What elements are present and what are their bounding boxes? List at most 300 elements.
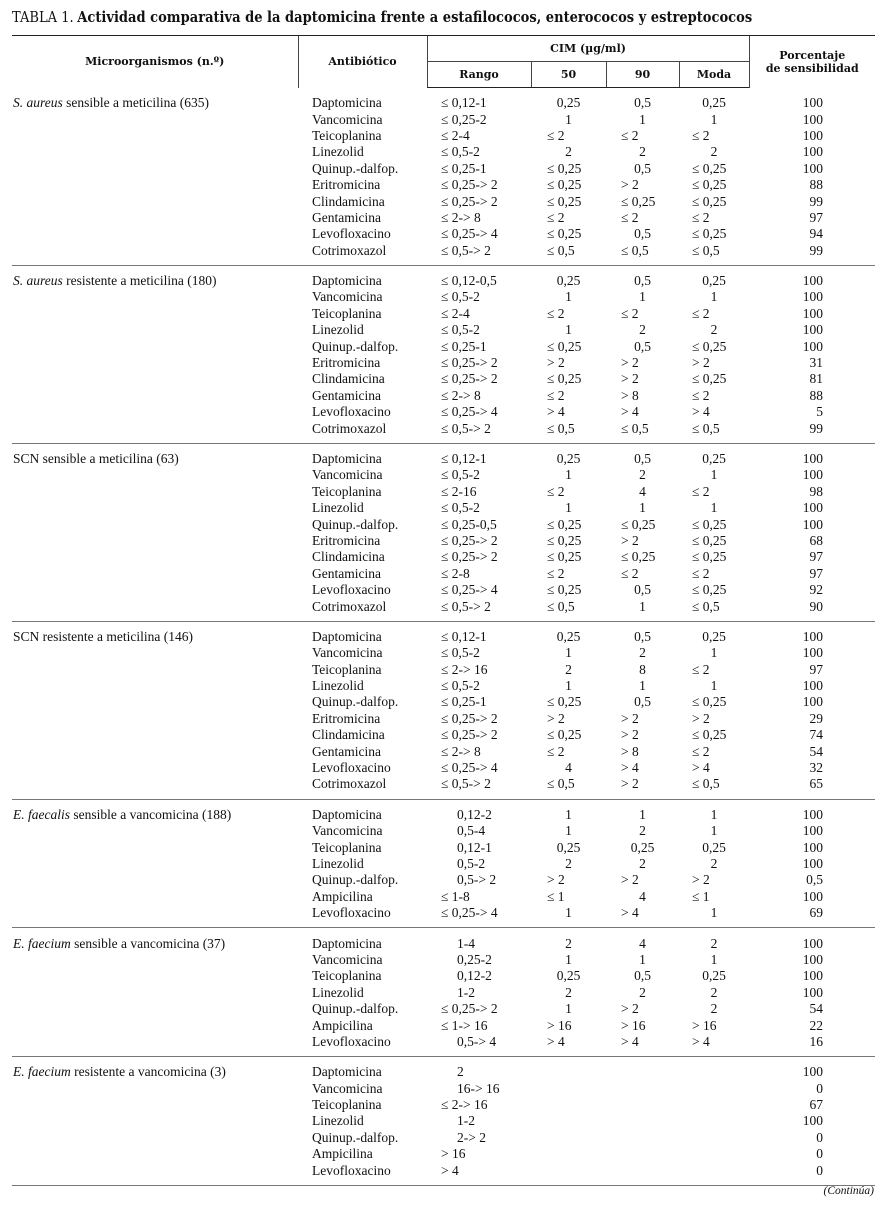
range-cell: ≤ 0,12-0,5 [441, 273, 497, 289]
organism-cell-empty [12, 823, 298, 839]
organism-cell-empty [12, 760, 298, 776]
range-cell: ≤ 1-> 16 [441, 1017, 488, 1033]
percentage-cell: 100 [802, 1113, 824, 1129]
cim50-cell: ≤ 0,25 [547, 694, 582, 710]
cim90-cell [606, 1162, 679, 1185]
antibiotic-cell: Eritromicina [312, 355, 381, 371]
table-row [12, 265, 875, 289]
organism-description: sensible a vancomicina (188) [70, 806, 232, 822]
percentage-cell: 98 [809, 483, 824, 499]
cim90-cell: 1 [639, 111, 646, 127]
organism-cell-empty [12, 1162, 298, 1185]
table-row [12, 743, 875, 759]
mode-cell [679, 1097, 749, 1113]
percentage-cell: 16 [749, 1034, 875, 1057]
table-row [12, 694, 875, 710]
percentage-cell: 29 [809, 710, 824, 726]
antibiotic-cell: Daptomicina [312, 94, 382, 110]
mode-cell: 1 [710, 289, 718, 305]
organism-label [12, 443, 298, 467]
mode-cell: ≤ 0,25 [692, 727, 727, 743]
mode-cell [679, 1113, 749, 1129]
antibiotic-cell: Vancomicina [312, 951, 383, 967]
range-cell: ≤ 0,25-> 4 [441, 760, 498, 776]
range-cell: 0,12-2 [457, 968, 492, 984]
cim50-cell: ≤ 0,25 [547, 371, 582, 387]
percentage-cell: 100 [802, 467, 824, 483]
antibiotic-cell: Gentamicina [312, 743, 381, 759]
antibiotic-cell: Vancomicina [312, 111, 383, 127]
table-row [12, 306, 875, 322]
organism-description: resistente a meticilina (180) [62, 273, 217, 289]
cim50-cell: ≤ 0,25 [547, 532, 582, 548]
table-row [12, 420, 875, 443]
mode-cell: ≤ 0,5 [679, 598, 749, 621]
range-cell: 0,5-> 2 [457, 872, 497, 888]
percentage-cell: 100 [802, 322, 824, 338]
percentage-cell: 5 [816, 404, 824, 420]
mode-cell: 0,25 [702, 451, 726, 466]
range-cell: ≤ 0,5-2 [441, 645, 480, 661]
mode-cell: 1 [710, 111, 718, 127]
antibiotic-cell: Vancomicina [312, 467, 383, 483]
mode-cell: 1 [710, 678, 718, 694]
organism-cell-empty [12, 1001, 298, 1017]
cim50-cell: ≤ 0,25 [547, 338, 582, 354]
mode-cell: 0,25 [702, 273, 726, 289]
antibiotic-cell: Cotrimoxazol [298, 598, 427, 621]
organism-label [12, 928, 298, 952]
organism-cell-empty [12, 516, 298, 532]
organism-cell-empty [12, 839, 298, 855]
percentage-cell: 94 [809, 226, 824, 242]
organism-cell-empty [12, 484, 298, 500]
percentage-cell: 100 [802, 516, 824, 532]
table-row [12, 928, 875, 952]
range-cell: ≤ 2-16 [441, 483, 477, 499]
table-row [12, 467, 875, 483]
table-row [12, 144, 875, 160]
organism-cell-empty [12, 1130, 298, 1146]
cim90-cell: 1 [639, 806, 646, 822]
antibiotic-cell: Quinup.-dalfop. [312, 1001, 399, 1017]
cim50-cell [531, 1080, 606, 1096]
percentage-cell: 100 [802, 968, 824, 984]
cim50-cell: ≤ 0,5 [531, 598, 606, 621]
continued-note: (Continúa) [823, 1185, 874, 1197]
percentage-cell: 74 [809, 727, 824, 743]
organism-cell-empty [12, 1080, 298, 1096]
cim90-cell: 2 [639, 855, 646, 871]
cim50-cell [531, 1097, 606, 1113]
cim50-cell: 2 [565, 855, 572, 871]
table-caption: Actividad comparativa de la daptomicina frente a estafilococos, enterococos y estreptococos [77, 9, 753, 26]
table-row [12, 566, 875, 582]
mode-cell: 1 [710, 823, 718, 839]
mode-cell [679, 1080, 749, 1096]
table-row [12, 289, 875, 305]
organism-cell-empty [12, 193, 298, 209]
cim50-cell: ≤ 0,25 [547, 160, 582, 176]
cim50-cell: > 4 [547, 404, 565, 420]
organism-cell-empty [12, 711, 298, 727]
range-cell: ≤ 0,25-> 2 [441, 727, 498, 743]
antibiotic-cell: Clindamicina [312, 371, 385, 387]
table-row [12, 678, 875, 694]
antibiotic-cell: Levofloxacino [298, 1034, 427, 1057]
mode-cell [679, 1130, 749, 1146]
organism-cell-empty [12, 533, 298, 549]
range-cell: > 16 [441, 1146, 466, 1162]
percentage-cell: 100 [802, 1064, 824, 1080]
antibiotic-cell: Quinup.-dalfop. [312, 694, 399, 710]
mode-cell: 2 [710, 855, 718, 871]
percentage-cell: 0 [816, 1129, 824, 1145]
table-row [12, 226, 875, 242]
organism-cell-empty [12, 355, 298, 371]
antibiotic-cell: Levofloxacino [298, 1162, 427, 1185]
cim50-cell: 1 [565, 645, 572, 661]
antibiotic-cell: Vancomicina [312, 823, 383, 839]
organism-cell-empty [12, 566, 298, 582]
cim50-cell [531, 1130, 606, 1146]
antibiotic-cell: Linezolid [312, 322, 364, 338]
range-cell: ≤ 0,5-> 2 [427, 243, 531, 266]
organism-description: resistente a vancomicina (3) [70, 1064, 226, 1080]
antibiotic-cell: Levofloxacino [312, 582, 391, 598]
cim90-cell: > 8 [621, 743, 639, 759]
organism-label [12, 621, 298, 645]
cim90-cell: > 4 [621, 404, 639, 420]
antibiotic-cell: Ampicilina [312, 1017, 373, 1033]
table-row [12, 88, 875, 112]
organism-cell-empty [12, 1017, 298, 1033]
cim90-cell: ≤ 2 [621, 209, 639, 225]
organism-cell-empty [12, 952, 298, 968]
percentage-cell: 100 [802, 888, 824, 904]
percentage-cell: 100 [802, 338, 824, 354]
organism-description: SCN resistente a meticilina (146) [13, 628, 193, 644]
header-organism: Microorganismos (n.º) [12, 36, 298, 88]
percentage-cell: 97 [809, 565, 824, 581]
percentage-cell: 100 [802, 628, 824, 644]
percentage-cell: 0 [816, 1146, 824, 1162]
percentage-cell: 100 [802, 823, 824, 839]
mode-cell: 2 [710, 984, 718, 1000]
cim50-cell [531, 1057, 606, 1081]
cim90-cell: > 4 [621, 760, 639, 776]
percentage-cell: 69 [749, 905, 875, 928]
organism-cell-empty [12, 322, 298, 338]
cim50-cell: 1 [565, 322, 572, 338]
cim90-cell [606, 1130, 679, 1146]
cim90-cell [606, 1057, 679, 1081]
percentage-cell: 100 [802, 127, 824, 143]
mode-cell: 1 [710, 806, 718, 822]
organism-cell-empty [12, 872, 298, 888]
range-cell: ≤ 0,25-> 2 [441, 177, 498, 193]
mode-cell: > 4 [679, 1034, 749, 1057]
percentage-cell: 100 [802, 111, 824, 127]
range-cell: ≤ 0,25-> 4 [441, 582, 498, 598]
percentage-cell: 100 [802, 305, 824, 321]
range-cell: ≤ 0,25-1 [441, 694, 487, 710]
cim90-cell: ≤ 2 [621, 565, 639, 581]
organism-cell-empty [12, 210, 298, 226]
table-row [12, 872, 875, 888]
cim50-cell: 1 [565, 823, 572, 839]
organism-cell-empty [12, 678, 298, 694]
antibiotic-cell: Quinup.-dalfop. [312, 872, 399, 888]
organism-label [12, 88, 298, 112]
mode-cell: 0,25 [702, 95, 726, 111]
table-row [12, 1113, 875, 1129]
percentage-cell: 100 [802, 451, 824, 466]
organism-cell-empty [12, 856, 298, 872]
cim90-cell: ≤ 0,25 [621, 193, 656, 209]
antibiotic-cell: Ampicilina [312, 888, 373, 904]
percentage-cell: 97 [809, 661, 824, 677]
cim90-cell: 2 [639, 645, 646, 661]
mode-cell: ≤ 0,25 [692, 371, 727, 387]
header-cim90: 90 [606, 62, 679, 88]
mode-cell: > 4 [692, 404, 710, 420]
organism-cell-empty [12, 694, 298, 710]
cim50-cell: > 16 [547, 1017, 572, 1033]
cim50-cell: ≤ 0,5 [531, 776, 606, 799]
antibiotic-cell: Teicoplanina [312, 968, 382, 984]
table-row [12, 711, 875, 727]
percentage-cell: 97 [809, 549, 824, 565]
antibiotic-cell: Clindamicina [312, 193, 385, 209]
range-cell: ≤ 2-4 [441, 127, 470, 143]
organism-cell-empty [12, 111, 298, 127]
organism-cell-empty [12, 1034, 298, 1057]
range-cell: ≤ 0,25-0,5 [441, 516, 497, 532]
cim50-cell: 0,25 [556, 839, 581, 855]
cim90-cell: > 2 [621, 710, 639, 726]
cim50-cell [531, 1162, 606, 1185]
mode-cell: 1 [679, 905, 749, 928]
antibiotic-cell: Quinup.-dalfop. [312, 516, 399, 532]
table-row [12, 856, 875, 872]
mode-cell: ≤ 0,25 [692, 193, 727, 209]
mode-cell: > 2 [692, 355, 710, 371]
organism-cell-empty [12, 598, 298, 621]
percentage-cell: 81 [809, 371, 824, 387]
cim90-cell [606, 1146, 679, 1162]
header-cim: CIM (µg/ml) [427, 36, 749, 62]
mode-cell: ≤ 1 [692, 888, 710, 904]
range-cell: ≤ 0,5-2 [441, 467, 480, 483]
percentage-cell: 68 [809, 532, 824, 548]
cim90-cell: 2 [639, 823, 646, 839]
mode-cell: 1 [710, 645, 718, 661]
range-cell: ≤ 0,25-> 2 [441, 532, 498, 548]
percentage-cell: 100 [802, 839, 824, 855]
header-percentage-line2: de sensibilidad [765, 61, 859, 75]
table-row [12, 1097, 875, 1113]
antibiotic-cell: Levofloxacino [298, 905, 427, 928]
mode-cell: ≤ 0,25 [692, 177, 727, 193]
antibiotic-cell: Levofloxacino [312, 760, 391, 776]
percentage-cell: 100 [802, 160, 824, 176]
antibiotic-cell: Teicoplanina [312, 127, 382, 143]
range-cell: 1-4 [457, 935, 475, 951]
cim50-cell: ≤ 0,25 [547, 193, 582, 209]
cim50-cell: ≤ 0,25 [547, 727, 582, 743]
table-row [12, 371, 875, 387]
cim90-cell: > 16 [621, 1017, 646, 1033]
organism-cell-empty [12, 905, 298, 928]
antibiotic-cell: Daptomicina [312, 273, 382, 289]
organism-cell-empty [12, 662, 298, 678]
mode-cell: ≤ 2 [692, 483, 710, 499]
range-cell: ≤ 2-> 8 [441, 387, 481, 403]
mode-cell: ≤ 2 [692, 209, 710, 225]
antibiotic-cell: Daptomicina [312, 628, 382, 644]
mode-cell: > 2 [692, 872, 710, 888]
range-cell: ≤ 2-> 16 [441, 661, 488, 677]
organism-cell-empty [12, 889, 298, 905]
cim90-cell: 4 [639, 888, 646, 904]
organism-cell-empty [12, 144, 298, 160]
range-cell: ≤ 1-8 [441, 888, 470, 904]
cim50-cell: 0,25 [556, 273, 581, 289]
organism-cell-empty [12, 289, 298, 305]
mode-cell: ≤ 0,25 [692, 582, 727, 598]
antibiotic-cell: Daptomicina [312, 1064, 382, 1080]
cim50-cell: ≤ 0,25 [547, 516, 582, 532]
antibiotic-cell: Gentamicina [312, 209, 381, 225]
antibiotic-cell: Eritromicina [312, 177, 381, 193]
cim90-cell: > 8 [621, 387, 639, 403]
mode-cell: 2 [710, 322, 718, 338]
mode-cell: > 4 [692, 760, 710, 776]
antibiotic-cell: Teicoplanina [312, 661, 382, 677]
range-cell: ≤ 0,5-> 2 [427, 776, 531, 799]
mode-cell: ≤ 0,25 [692, 338, 727, 354]
table-row [12, 1057, 875, 1081]
cim90-cell: 4 [639, 935, 646, 951]
cim90-cell: 1 [639, 951, 646, 967]
antibiotic-cell: Linezolid [312, 855, 364, 871]
cim90-cell: 1 [606, 598, 679, 621]
cim90-cell: 1 [639, 678, 646, 694]
antibiotic-cell: Gentamicina [312, 387, 381, 403]
antibiotic-cell: Quinup.-dalfop. [312, 160, 399, 176]
header-antibiotic: Antibiótico [298, 36, 427, 88]
cim50-cell: 1 [565, 1001, 572, 1017]
percentage-cell: 32 [809, 760, 824, 776]
table-row [12, 905, 875, 928]
cim50-cell: > 2 [547, 872, 565, 888]
organism-cell-empty [12, 226, 298, 242]
antibiotic-cell: Cotrimoxazol [298, 243, 427, 266]
table-row [12, 404, 875, 420]
cim90-cell: 2 [639, 467, 646, 483]
antibiotic-cell: Quinup.-dalfop. [312, 1129, 399, 1145]
table-row [12, 388, 875, 404]
cim90-cell: > 2 [621, 727, 639, 743]
organism-cell-empty [12, 338, 298, 354]
percentage-cell: 99 [749, 243, 875, 266]
range-cell: ≤ 0,12-1 [441, 95, 487, 111]
range-cell: 2-> 2 [457, 1129, 486, 1145]
table-row [12, 1162, 875, 1185]
antibiotic-cell: Daptomicina [312, 935, 382, 951]
table-row [12, 1034, 875, 1057]
range-cell: ≤ 0,12-1 [441, 451, 487, 466]
percentage-cell: 100 [802, 678, 824, 694]
table-row [12, 799, 875, 823]
antibiotic-cell: Linezolid [312, 984, 364, 1000]
cim50-cell: ≤ 2 [547, 209, 565, 225]
antibiotic-cell: Linezolid [312, 678, 364, 694]
cim90-cell: 1 [639, 500, 646, 516]
mode-cell [679, 1162, 749, 1185]
percentage-cell: 100 [802, 289, 824, 305]
organism-cell-empty [12, 177, 298, 193]
organism-description: sensible a vancomicina (37) [70, 935, 226, 951]
organism-species: S. aureus [13, 273, 63, 289]
cim90-cell: > 2 [621, 532, 639, 548]
header-cim50: 50 [531, 62, 606, 88]
range-cell: 0,12-1 [457, 839, 492, 855]
mode-cell: ≤ 2 [692, 661, 710, 677]
table-row [12, 889, 875, 905]
antibiotic-cell: Daptomicina [312, 806, 382, 822]
table-row [12, 193, 875, 209]
cim90-cell: 2 [639, 322, 646, 338]
range-cell: 1-2 [457, 984, 475, 1000]
percentage-cell: 92 [809, 582, 824, 598]
range-cell: ≤ 0,25-1 [441, 338, 487, 354]
mode-cell: ≤ 0,25 [692, 160, 727, 176]
cim50-cell: 1 [565, 951, 572, 967]
antibiotic-cell: Linezolid [312, 500, 364, 516]
antibiotic-cell: Linezolid [312, 1113, 364, 1129]
cim90-cell: > 2 [621, 177, 639, 193]
antibiotic-cell: Vancomicina [312, 1080, 383, 1096]
organism-label [12, 1057, 298, 1081]
cim50-cell: ≤ 2 [547, 565, 565, 581]
cim90-cell: 0,5 [634, 160, 651, 176]
cim50-cell: ≤ 2 [547, 127, 565, 143]
range-cell: ≤ 0,5-2 [441, 678, 480, 694]
percentage-cell: 100 [802, 984, 824, 1000]
percentage-cell: 100 [802, 935, 824, 951]
cim50-cell: ≤ 2 [547, 387, 565, 403]
cim50-cell: ≤ 1 [547, 888, 565, 904]
antibiotic-cell: Ampicilina [312, 1146, 373, 1162]
table-row [12, 533, 875, 549]
mode-cell: ≤ 0,25 [692, 516, 727, 532]
organism-cell-empty [12, 388, 298, 404]
mode-cell: 1 [710, 951, 718, 967]
cim50-cell: > 4 [531, 1034, 606, 1057]
cim90-cell: > 4 [606, 905, 679, 928]
cim90-cell: 2 [639, 984, 646, 1000]
range-cell: ≤ 2-> 8 [441, 743, 481, 759]
antibiotic-cell: Teicoplanina [312, 483, 382, 499]
table-row [12, 128, 875, 144]
cim50-cell: ≤ 0,25 [547, 549, 582, 565]
table-title [12, 9, 795, 27]
cim90-cell: 0,25 [630, 839, 655, 855]
organism-cell-empty [12, 243, 298, 266]
cim50-cell: ≤ 2 [547, 483, 565, 499]
